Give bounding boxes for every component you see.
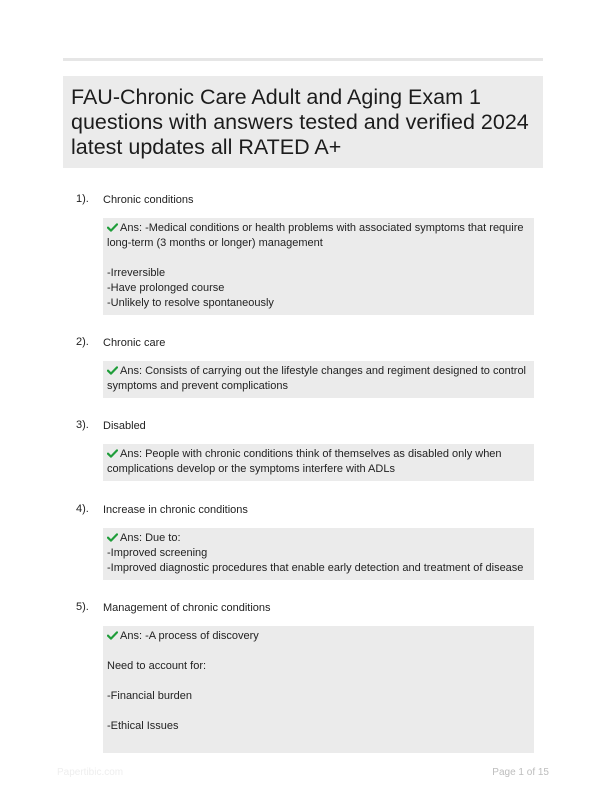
answer-line: Need to account for: bbox=[107, 660, 207, 672]
checkmark-icon bbox=[107, 366, 118, 375]
answer-text: Ans: -A process of discovery bbox=[120, 630, 259, 642]
page-number: Page 1 of 15 bbox=[492, 767, 549, 778]
answer-line: -Unlikely to resolve spontaneously bbox=[107, 297, 274, 309]
answer-line bbox=[107, 734, 530, 749]
question-text: Disabled bbox=[103, 420, 146, 432]
question-number: 1). bbox=[76, 193, 89, 205]
answer-text: Ans: People with chronic conditions think of themselves as disabled only when bbox=[120, 448, 502, 460]
answer-text: Ans: Due to: bbox=[120, 532, 181, 544]
answer-line bbox=[107, 531, 530, 546]
answer-text: Ans: -Medical conditions or health problems with associated symptoms that require bbox=[120, 222, 524, 234]
watermark-text: Papertibic.com bbox=[57, 767, 124, 778]
answer-line bbox=[107, 674, 530, 689]
title-banner bbox=[63, 76, 543, 168]
checkmark-icon bbox=[107, 533, 118, 542]
question-number: 4). bbox=[76, 503, 89, 515]
answer-box bbox=[103, 361, 534, 398]
question-number: 2). bbox=[76, 336, 89, 348]
answer-line bbox=[107, 629, 530, 644]
checkmark-icon bbox=[107, 631, 118, 640]
answer-text: Ans: Consists of carrying out the lifestyle changes and regiment designed to control bbox=[120, 365, 527, 377]
answer-line: -Have prolonged course bbox=[107, 282, 225, 294]
question-text: Chronic care bbox=[103, 337, 166, 349]
answer-line: -Irreversible bbox=[107, 267, 166, 279]
answer-line: long-term (3 months or longer) management bbox=[107, 237, 323, 249]
answer-line bbox=[107, 251, 530, 266]
answer-line bbox=[107, 704, 530, 719]
answer-line: -Ethical Issues bbox=[107, 720, 179, 732]
answer-line bbox=[107, 447, 530, 462]
answer-line: symptoms and prevent complications bbox=[107, 380, 288, 392]
answer-box bbox=[103, 218, 534, 315]
question-text: Management of chronic conditions bbox=[103, 602, 271, 614]
answer-line bbox=[107, 364, 530, 379]
answer-box bbox=[103, 528, 534, 580]
answer-line: -Improved diagnostic procedures that enable early detection and treatment of disease bbox=[107, 562, 524, 574]
checkmark-icon bbox=[107, 449, 118, 458]
answer-box bbox=[103, 444, 534, 481]
answer-line bbox=[107, 221, 530, 236]
answer-line bbox=[107, 644, 530, 659]
checkmark-icon bbox=[107, 223, 118, 232]
document-title: FAU-Chronic Care Adult and Aging Exam 1 questions with answers tested and verified 2024 latest updates all RATED A+ bbox=[71, 85, 529, 159]
question-number: 5). bbox=[76, 601, 89, 613]
answer-line: -Improved screening bbox=[107, 547, 208, 559]
top-divider bbox=[63, 58, 543, 61]
question-text: Chronic conditions bbox=[103, 194, 194, 206]
question-text: Increase in chronic conditions bbox=[103, 504, 248, 516]
answer-line: complications develop or the symptoms interfere with ADLs bbox=[107, 463, 395, 475]
question-number: 3). bbox=[76, 419, 89, 431]
answer-box bbox=[103, 626, 534, 753]
answer-line: -Financial burden bbox=[107, 690, 192, 702]
